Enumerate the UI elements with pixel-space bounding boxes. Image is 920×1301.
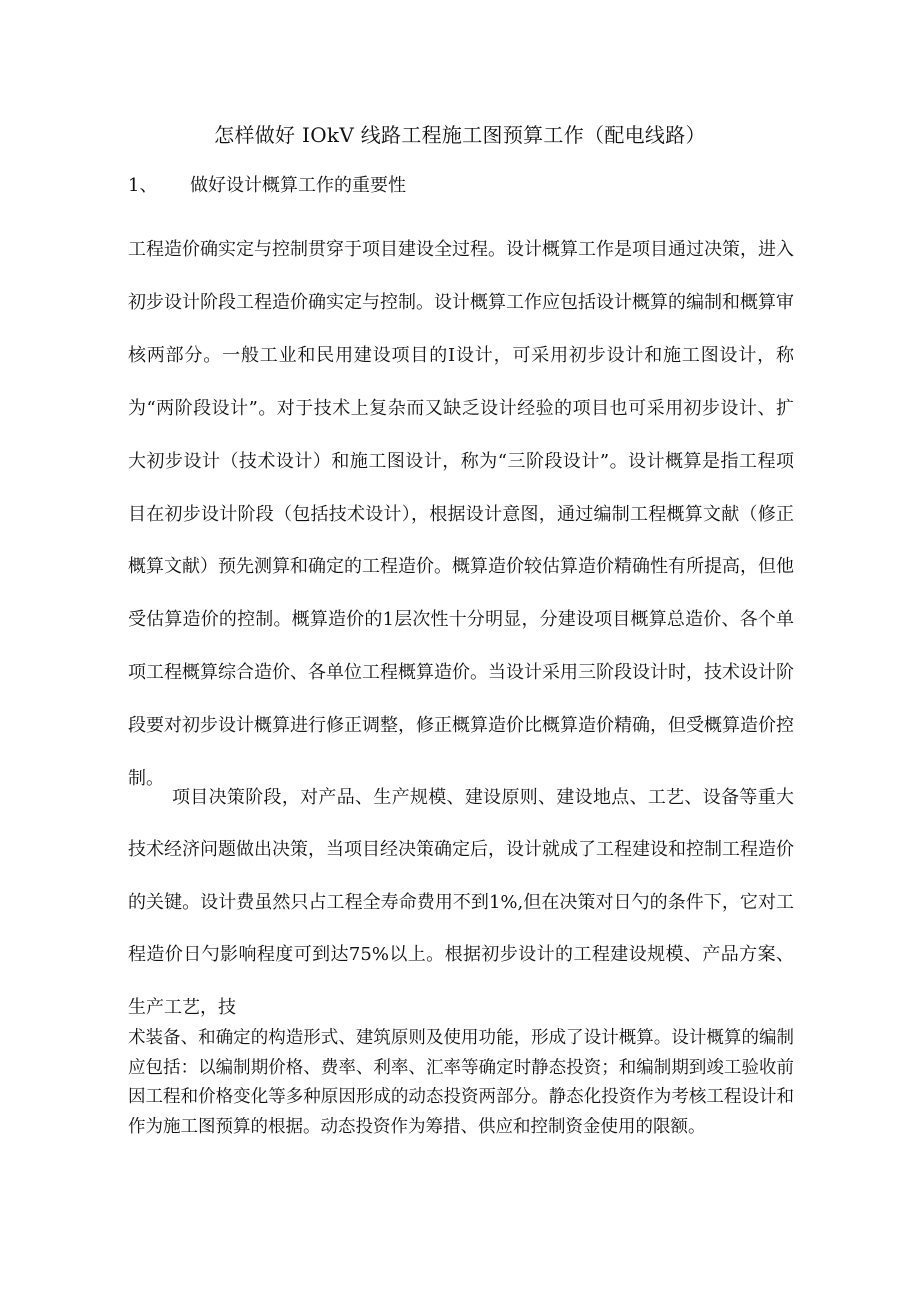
section-number: 1、 xyxy=(128,175,158,196)
section-heading-text: 做好设计概算工作的重要性 xyxy=(190,175,406,196)
paragraph-1: 工程造价确实定与控制贯穿于项目建设全过程。设计概算工作是项目通过决策，进入初步设计阶段工程造价确实定与控制。设计概算工作应包括设计概算的编制和概算审核两部分。一般工业和民用建设项目的Ⅰ设计，可采用初步设计和施工图设计，称为“两阶段设计”。对于技术上复杂而又缺乏设计经验的项目也可采用初步设计、扩大初步设计（技术设计）和施工图设计，称为“三阶段设计”。设计概算是指工程项目在初步设计阶段（包括技术设计），根据设计意图，通过编制工程概算文献（修正概算文献）预先测算和确定的工程造价。概算造价较估算造价精确性有所提高，但他受估算造价的控制。概算造价的1层次性十分明显，分建设项目概算总造价、各个单项工程概算综合造价、各单位工程概算造价。当设计采用三阶段设计时，技术设计阶段要对初步设计概算进行修正调整，修正概算造价比概算造价精确，但受概算造价控制。 xyxy=(128,239,794,790)
section-heading xyxy=(128,173,406,199)
paragraph-3: 术装备、和确定的构造形式、建筑原则及使用功能，形成了设计概算。设计概算的编制应包括：以编制期价格、费率、利率、汇率等确定时静态投资；和编制期到竣工验收前因工程和价格变化等多种原因形成的动态投资两部分。静态化投资作为考核工程设计和作为施工图预算的根据。动态投资作为筹措、供应和控制资金使用的限额。 xyxy=(128,1028,794,1137)
paragraph-2: 项目决策阶段，对产品、生产规模、建设原则、建设地点、工艺、设备等重大技术经济问题做出决策，当项目经决策确定后，设计就成了工程建设和控制工程造价的关键。设计费虽然只占工程全寿命费用不到1%,但在决策对日勺的条件下，它对工程造价日勺影响程度可到达75%以上。根据初步设计的工程建设规模、产品方案、生产工艺，技 xyxy=(128,787,794,1018)
document-title: 怎样做好 IOkV 线路工程施工图预算工作（配电线路） xyxy=(214,123,706,147)
